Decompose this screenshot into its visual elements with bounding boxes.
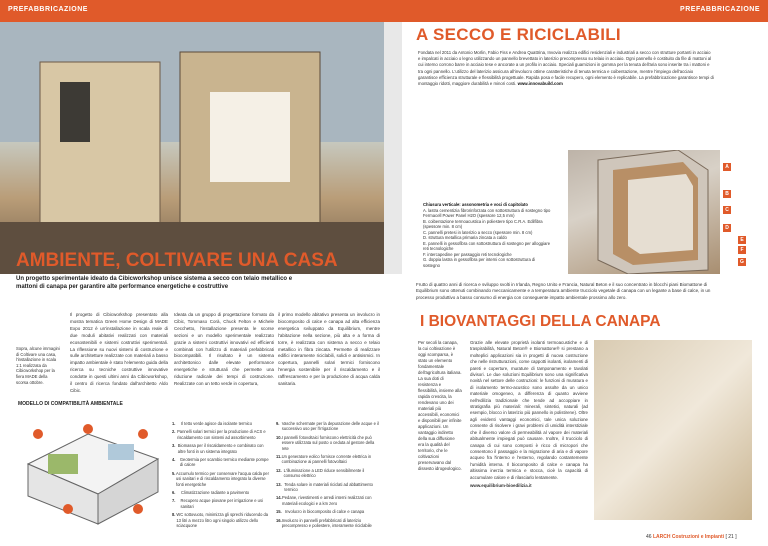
article-title-dry-recyclable: A SECCO E RICICLABILI [416, 25, 621, 44]
legend-item [172, 471, 272, 487]
legend-text: Tenda solare in materiali riciclati ad abbattimento termico [284, 481, 373, 493]
legend-number: 13. [276, 481, 282, 487]
legend-item [276, 482, 380, 493]
closure-item: F. intercapedine per passaggio reti tecnologiche [423, 251, 512, 257]
legend-number: 14. [276, 495, 282, 501]
wall-layers-illustration [568, 150, 720, 274]
layer-tag-a: A [723, 163, 731, 171]
section-label-left: PREFABBRICAZIONE [8, 6, 88, 13]
hemp-sidebar-text: Per secoli la canapa, la cui coltivazione è oggi scomparsa, è stato un elemento fondamentale dell'agricoltura italiana. La sua doti di resistenza e flessibilità, insieme alla rapida crescita, la rendevano uno dei materiali più accessibili, economici e disponibili per infinite applicazioni. Un vantaggio indiretto della sua diffusione era la qualità del territorio, che le coltivazioni preservavano dal dissesto idrogeologico. [418, 340, 462, 471]
legend-text: Il tetto verde agisce da isolante termico [181, 421, 252, 426]
legend-item [172, 512, 272, 528]
closure-legend-heading: Chiusura verticale: assonometria e voci di capitolato [423, 202, 528, 207]
article-title-cultivate-house: AMBIENTE, COLTIVARE UNA CASA [16, 250, 338, 271]
intro-website[interactable]: www.innovabuild.com [517, 81, 563, 87]
legend-item [276, 495, 380, 506]
legend-item [172, 429, 272, 440]
layer-tag-f: F [738, 246, 746, 254]
legend-item [276, 435, 380, 451]
legend-text: Pedane, rivestimenti e arredi interni realizzati con materiali ecologici e a km zero [282, 495, 372, 506]
legend-number: 9. [276, 421, 280, 426]
legend-number: 3. [172, 443, 176, 449]
legend-number: 2. [172, 429, 176, 435]
wall-axonometry-diagram [568, 150, 720, 274]
closure-item: B. coibentazione termoacustica in poliestere tipo C.R.A. Edilfibra (spessore min. 8 cm) [423, 218, 543, 229]
issue-number: 46 [646, 534, 652, 540]
legend-item [172, 498, 272, 509]
model-legend-right [276, 421, 380, 532]
legend-item [172, 421, 272, 426]
photo-caption: Sopra, alcune immagini di Coltivare una casa, l'installazione in scala 1:1 realizzata da Cibicworkshop per la fiera MADE della scorsa ottobre. [16, 346, 60, 385]
legend-item [276, 421, 380, 432]
legend-number: 10. [276, 434, 282, 440]
legend-number: 11. [276, 454, 282, 460]
article-title-hemp: I BIOVANTAGGI DELLA CANAPA [420, 313, 661, 330]
article-subtitle: Un progetto sperimentale ideato da Cibicworkshop unisce sistema a secco con telaio metallico e mattoni di canapa per garantire alte performance energetiche e costruttive [16, 276, 293, 290]
intro-text: Fondata nel 2011 da Antonio Morlin, Fabio Fiss e Andrea Quattrina, Invovia realizza edifici residenziali e industriali a secco con strutture portanti in acciaio e impalcati in acciaio o legno utilizzando un pannello brevettato in laterizio precompresso su telaio in acciaio. Ogni pannello è costituito da file di mattoni al cui interno corrono barre in acciaio tese e ancorate a un profilo in acciaio. Speciali guarnizioni in gomma per la tenuta dell'aria sono inserite tra i mattoni e tra ogni pannello. L'utilizzo del laterizio assicura all'involucro ottime caratteristiche di tenuta termica e coibentazione, mentre l'impiego dell'acciaio garantisce efficienza strutturale e flessibilità progettuale. Rapida posa e facile recupero, ogni elemento è replicabile. La prefabbricazione garantisce tempi di montaggio ridotti, maggiore durabilità e minori costi. [418, 50, 714, 87]
legend-item [276, 509, 380, 514]
legend-number: 1. [172, 421, 176, 426]
legend-number: 4. [172, 457, 176, 463]
model-legend-left [172, 421, 272, 532]
closure-item: G. doppia lastra in gessofibra per interni con sottostruttura di sostegno [423, 257, 536, 268]
legend-text: Biomassa per il riscaldamento e combinato con altre fonti in un sistema integrato [177, 443, 264, 454]
environmental-model-diagram [18, 414, 166, 526]
legend-text: Pannelli solari termici per la produzione di ACS e riscaldamento con sistemi ad assorbimento [177, 429, 266, 440]
hemp-photo [594, 340, 752, 520]
layer-tag-g: G [738, 258, 746, 266]
legend-number: 16. [276, 517, 282, 523]
legend-number: 5. [172, 470, 176, 476]
page-number: [ 21 ] [725, 534, 737, 540]
photo-gap [384, 22, 402, 274]
legend-number: 15. [276, 509, 282, 515]
layer-tag-e: E [738, 236, 746, 244]
article-column-1: Il progetto di Cibicworkshop presentato alla mostra tematica Green Home Design di MADE Expo 2012 è un'installazione in scala reale di due moduli abitativi realizzati con materiali ecosostenibili e sistemi costruttivi sperimentali. La riflessione su nuovi sistemi di costruzione e sulle architetture realizzate con materiali a basso impatto ambientale è stato l'elemento guida della ricerca su tecniche costruttive innovative condotte in questi ultimi anni da Cibicworkshop, il centro di ricerca fondato dall'architetto Aldo Cibic. [70, 312, 168, 393]
layer-tag-b: B [723, 190, 731, 198]
legend-number: 8. [172, 512, 176, 518]
model-title: MODELLO DI COMPATIBILITÀ AMBIENTALE [18, 401, 123, 407]
legend-item [172, 490, 272, 495]
legend-item [276, 454, 380, 465]
legend-text: WC sottovuoto, minimizza gli sprechi riducendo da 13 litri a mezzo litro ogni singolo utilizzo dello sciacquone [176, 512, 269, 529]
legend-text: Involucro in biocomposito di calce e canapa [285, 509, 365, 515]
legend-text: Un generatore eolico fornisce corrente elettrica in combinazione ai pannelli fotovoltaici [281, 454, 372, 465]
page-footer [646, 534, 737, 540]
legend-text: Involucro in pannelli prefabbricati di laterizio precompresso e poliestere, interamente riciclabile [281, 517, 372, 529]
hemp-main-body: Grazie alle elevate proprietà isolanti termoacustiche e di traspirabilità, Natural Beton® e Biomattone® si prestano a molteplici applicazioni sia in progetti di nuova costruzione che nelle ristrutturazioni, come cappotti isolanti, isolamenti di pareti e coperture, murature di tamponamento e tavolati divisori. Le due soluzioni Equilibrium sono una significativa novità nel settore delle costruzioni: le funzioni di muratura e di isolamento termo-acustico sono assolte da un unico materiale omogeneo, a differenza di quanto avviene nell'edilizia tradizionale che tende ad accoppiare in stratigrafia più materiali: minerali, sintetici, naturali (ad esempio, blocco in laterizio più pannello in polistirene). Oltre agli evidenti vantaggi economici, tale unica soluzione consente di risolvere i gravi problemi di umidità interstiziale che il diverso valore di permeabilità al vapore dei materiali abitualmente impiegati può causare. Inoltre, il trucciolo di canapa di cui sono composti è ricco di micropori che consentono il passaggio e la migrazione di aria e di vapore acqueo fra l'interno e l'esterno, regolando costantemente l'umidità interna. Il biocomposito di calce e canapa ha altissima inerzia termica e stocca, cioè la capacità di accumulare calore e di rilasciarlo lentamente. [470, 340, 588, 480]
legend-text: L'illuminazione a LED riduce sensibilmente il consumo elettrico [283, 467, 365, 479]
installation-illustration [0, 22, 384, 274]
section-label-right: PREFABBRICAZIONE [680, 6, 760, 13]
legend-number: 6. [172, 490, 176, 496]
magazine-name: LARCH Costruzioni e Impianti [652, 534, 725, 540]
legend-item [172, 457, 272, 468]
legend-text: Geotermia per scambio termico mediante pompe di calore [179, 457, 269, 468]
model-illustration [18, 414, 166, 526]
closure-item: D. struttura metallica primaria zincata a caldo [423, 235, 507, 240]
hemp-main-text [470, 340, 588, 489]
article-column-2: Ideata da un gruppo di progettazione formato da Cibic, Tommaso Corà, Chuck Felton e Michele Cecchetto, l'installazione presenta le scorse sezioni e un modello sperimentale realizzato grazie a sistemi costruttivi innovativi ed efficienti combinati con l'utilizzo di materiali prefabbricati biocompatibili. Il risultato è un sistema architettonico dalle elevate performance energetiche e strutturali che permette una riduzione radicale dei tempi di costruzione. Realizzate con un tetto verde in copertura, [174, 312, 274, 387]
legend-text: I pannelli fotovoltaici forniscono elettricità che può essere utilizzata sul posto o ceduta al gestore della rete [281, 434, 375, 451]
legend-text: Vasche schermate per la depurazione delle acque e il successivo uso per l'irrigazione [281, 421, 379, 432]
layer-tag-d: D [723, 224, 731, 232]
legend-item [276, 518, 380, 529]
legend-number: 12. [276, 467, 282, 473]
legend-item [276, 468, 380, 479]
layer-tag-c: C [723, 206, 731, 214]
legend-text: Climatizzazione radiante a pavimento [181, 490, 250, 496]
hemp-lead-paragraph: Frutto di quattro anni di ricerca e sviluppo svolti in Irlanda, Regno Unito e Francia, Natural Beton e il suo concentrato in blocchi piani Biomattone di Equilibrium sono ottenuti combinando meccanicamente e a temperatura ambiente trucciolo vegetale di canapa con un legante a base di calce, in un processo produttivo a basso consumo di energia con conseguente impatto ambientale prossimo allo zero. [416, 282, 711, 300]
article-column-3: il primo modello abitativo presenta un involucro in biocomposito di calce e canapa ad alta efficienza energetica sviluppato da Equilibrium, mentre l'abitazione nella sezione, più alta e a forma di torre, è realizzata con sistema a secco e telaio metallico in fibra zincata. Permette di realizzare edifici interamente riciclabili, solidi e antisismici. In copertura, pannelli solari termici forniscono l'energia sostenibile per il riscaldamento e il raffrescamento e per la produzione di acqua calda sanitaria. [278, 312, 380, 387]
top-banner [0, 0, 768, 22]
legend-text: Accumulo termico per conservare l'acqua calda per usi sanitari e di riscaldamento integrato la diverse fonti energetiche [176, 470, 269, 487]
legend-number: 7. [172, 498, 176, 504]
closure-legend [423, 202, 553, 268]
legend-text: Recupero acque piovane per irrigazione e usi sanitari [180, 498, 263, 509]
legend-item [172, 443, 272, 454]
closure-item: C. pannelli pretesi in laterizio a secco (spessore min. 8 cm) [423, 229, 533, 235]
closure-item: E. pannelli in gessofibra con sottostruttura di sostegno per alloggiare reti tecnologiche [423, 240, 551, 251]
installation-photo [0, 22, 384, 274]
hemp-website[interactable]: www.equilibrium-bioedilizia.it [470, 482, 532, 488]
intro-paragraph [418, 50, 714, 87]
closure-item: A. lastra cementizia fibrorinforzata con sottostruttura di sostegno tipo Fermacell Power Panel H2O (spessore 12,5 mm) [423, 207, 551, 218]
